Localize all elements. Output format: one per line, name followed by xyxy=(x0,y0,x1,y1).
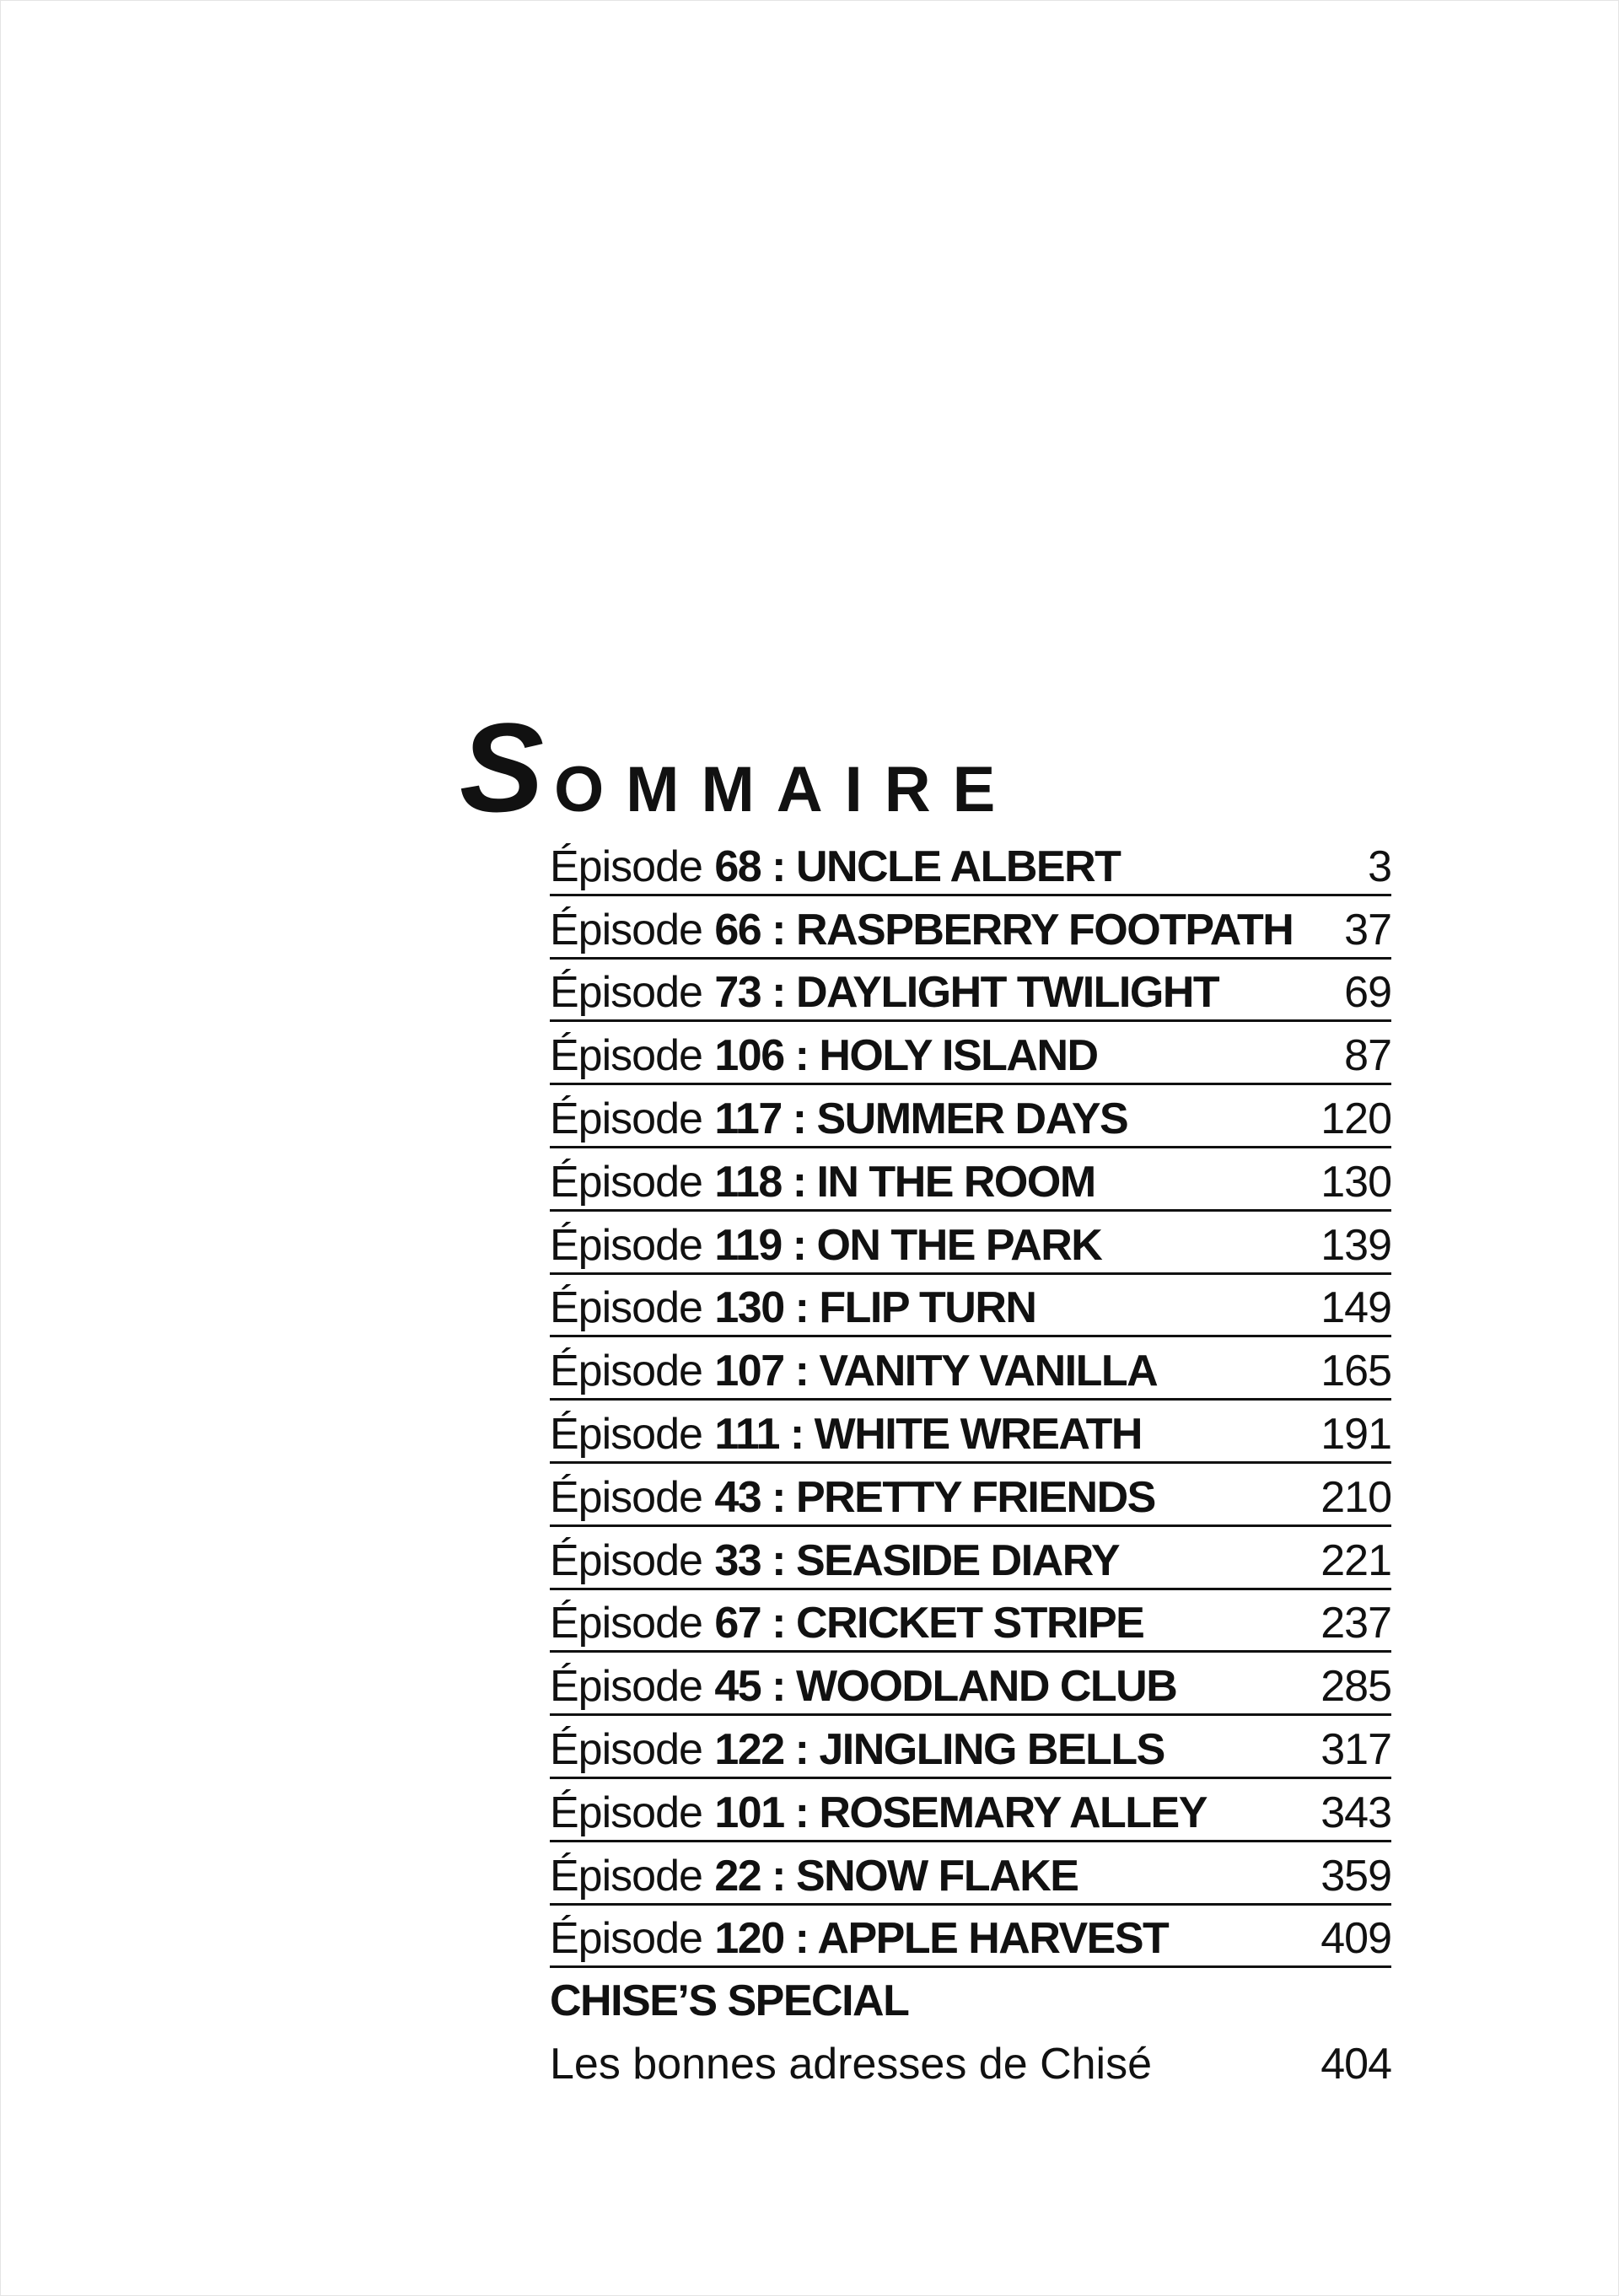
entry-page: 343 xyxy=(1320,1788,1391,1837)
entry-page: 87 xyxy=(1344,1031,1391,1081)
entry-title: Épisode 73 : DAYLIGHT TWILIGHT xyxy=(550,968,1219,1018)
entry-name: CRICKET STRIPE xyxy=(795,1599,1144,1648)
entry-name: IN THE ROOM xyxy=(816,1157,1095,1207)
entry-prefix: Épisode xyxy=(550,1914,702,1964)
entry-name: RASPBERRY FOOTPATH xyxy=(795,905,1294,954)
entry-name: ON THE PARK xyxy=(816,1220,1102,1270)
toc-entry[interactable] xyxy=(550,896,1391,960)
page-title xyxy=(460,696,1018,838)
toc-entry[interactable] xyxy=(550,1653,1391,1716)
entry-title: Épisode 101 : ROSEMARY ALLEY xyxy=(550,1788,1207,1837)
entry-page: 3 xyxy=(1368,842,1391,891)
toc-entry[interactable] xyxy=(550,1842,1391,1906)
entry-name: WHITE WREATH xyxy=(814,1409,1142,1459)
entry-page: 139 xyxy=(1320,1220,1391,1270)
table-of-contents xyxy=(550,833,1391,1968)
toc-entry[interactable] xyxy=(550,1716,1391,1779)
entry-number: 117 xyxy=(714,1094,782,1143)
entry-number: 122 xyxy=(714,1724,784,1774)
entry-prefix: Épisode xyxy=(550,1347,702,1396)
entry-prefix: Épisode xyxy=(550,1599,702,1648)
toc-entry[interactable] xyxy=(550,1275,1391,1338)
entry-page: 409 xyxy=(1320,1914,1391,1964)
entry-title: Épisode 45 : WOODLAND CLUB xyxy=(550,1662,1177,1712)
entry-title: Épisode 117 : SUMMER DAYS xyxy=(550,1094,1128,1143)
entry-number: 130 xyxy=(714,1283,784,1333)
toc-entry[interactable] xyxy=(550,1906,1391,1969)
toc-entry[interactable] xyxy=(550,1148,1391,1212)
entry-number: 33 xyxy=(714,1535,761,1585)
entry-page: 285 xyxy=(1320,1662,1391,1712)
entry-number: 68 xyxy=(714,842,761,891)
entry-name: HOLY ISLAND xyxy=(819,1031,1098,1081)
entry-page: 149 xyxy=(1320,1283,1391,1333)
entry-name: PRETTY FRIENDS xyxy=(795,1472,1155,1522)
entry-name: FLIP TURN xyxy=(819,1283,1036,1333)
entry-number: 118 xyxy=(714,1157,782,1207)
entry-number: 101 xyxy=(714,1788,784,1837)
entry-prefix: Épisode xyxy=(550,1031,702,1081)
entry-title: Épisode 111 : WHITE WREATH xyxy=(550,1409,1142,1459)
entry-prefix: Épisode xyxy=(550,1409,702,1459)
entry-title: Épisode 118 : IN THE ROOM xyxy=(550,1157,1095,1207)
entry-prefix: Épisode xyxy=(550,1851,702,1901)
entry-prefix: Épisode xyxy=(550,1788,702,1837)
entry-title: Épisode 107 : VANITY VANILLA xyxy=(550,1347,1158,1396)
entry-title: Épisode 130 : FLIP TURN xyxy=(550,1283,1036,1333)
entry-number: 45 xyxy=(714,1662,761,1712)
entry-number: 119 xyxy=(714,1220,782,1270)
entry-name: WOODLAND CLUB xyxy=(795,1662,1177,1712)
entry-name: SEASIDE DIARY xyxy=(795,1535,1120,1585)
special-entry-page: 404 xyxy=(1320,2040,1391,2089)
entry-prefix: Épisode xyxy=(550,1472,702,1522)
entry-number: 66 xyxy=(714,905,761,954)
entry-title: Épisode 66 : RASPBERRY FOOTPATH xyxy=(550,905,1294,954)
title-rest: OMMAIRE xyxy=(554,754,1018,825)
entry-name: UNCLE ALBERT xyxy=(795,842,1121,891)
entry-prefix: Épisode xyxy=(550,1724,702,1774)
entry-title: Épisode 33 : SEASIDE DIARY xyxy=(550,1535,1120,1585)
title-initial: S xyxy=(460,696,555,838)
entry-name: APPLE HARVEST xyxy=(817,1914,1169,1964)
entry-title: Épisode 122 : JINGLING BELLS xyxy=(550,1724,1164,1774)
entry-name: ROSEMARY ALLEY xyxy=(819,1788,1207,1837)
entry-title: Épisode 120 : APPLE HARVEST xyxy=(550,1914,1169,1964)
entry-page: 37 xyxy=(1344,905,1391,954)
entry-number: 107 xyxy=(714,1347,784,1396)
toc-entry[interactable] xyxy=(550,1337,1391,1401)
entry-number: 120 xyxy=(714,1914,784,1964)
entry-number: 43 xyxy=(714,1472,761,1522)
entry-name: JINGLING BELLS xyxy=(819,1724,1164,1774)
entry-page: 191 xyxy=(1320,1409,1391,1459)
entry-prefix: Épisode xyxy=(550,905,702,954)
entry-prefix: Épisode xyxy=(550,1220,702,1270)
entry-prefix: Épisode xyxy=(550,1094,702,1143)
entry-title: Épisode 106 : HOLY ISLAND xyxy=(550,1031,1098,1081)
entry-name: DAYLIGHT TWILIGHT xyxy=(795,968,1219,1018)
special-entry[interactable] xyxy=(550,2040,1391,2089)
toc-entry[interactable] xyxy=(550,833,1391,896)
entry-prefix: Épisode xyxy=(550,1283,702,1333)
entry-page: 69 xyxy=(1344,968,1391,1018)
entry-name: SUMMER DAYS xyxy=(816,1094,1128,1143)
entry-title: Épisode 67 : CRICKET STRIPE xyxy=(550,1599,1144,1648)
entry-page: 359 xyxy=(1320,1851,1391,1901)
entry-page: 221 xyxy=(1320,1535,1391,1585)
entry-number: 111 xyxy=(714,1409,779,1459)
entry-prefix: Épisode xyxy=(550,1535,702,1585)
entry-number: 106 xyxy=(714,1031,784,1081)
entry-title: Épisode 119 : ON THE PARK xyxy=(550,1220,1102,1270)
entry-title: Épisode 43 : PRETTY FRIENDS xyxy=(550,1472,1155,1522)
entry-page: 317 xyxy=(1320,1724,1391,1774)
entry-page: 120 xyxy=(1320,1094,1391,1143)
toc-entry[interactable] xyxy=(550,1779,1391,1842)
entry-prefix: Épisode xyxy=(550,968,702,1018)
entry-name: SNOW FLAKE xyxy=(795,1851,1078,1901)
toc-entry[interactable] xyxy=(550,1401,1391,1464)
toc-entry[interactable] xyxy=(550,1022,1391,1085)
entry-title: Épisode 68 : UNCLE ALBERT xyxy=(550,842,1121,891)
toc-entry[interactable] xyxy=(550,1590,1391,1653)
entry-prefix: Épisode xyxy=(550,842,702,891)
entry-number: 67 xyxy=(714,1599,761,1648)
entry-prefix: Épisode xyxy=(550,1157,702,1207)
entry-prefix: Épisode xyxy=(550,1662,702,1712)
entry-page: 210 xyxy=(1320,1472,1391,1522)
special-heading: CHISE’S SPECIAL xyxy=(550,1976,909,2025)
entry-page: 165 xyxy=(1320,1347,1391,1396)
entry-page: 130 xyxy=(1320,1157,1391,1207)
toc-entry[interactable] xyxy=(550,1212,1391,1275)
entry-name: VANITY VANILLA xyxy=(819,1347,1158,1396)
special-entry-title: Les bonnes adresses de Chisé xyxy=(550,2040,1153,2089)
entry-page: 237 xyxy=(1320,1599,1391,1648)
entry-number: 22 xyxy=(714,1851,761,1901)
toc-entry[interactable] xyxy=(550,1527,1391,1590)
toc-entry[interactable] xyxy=(550,1464,1391,1527)
toc-entry[interactable] xyxy=(550,1085,1391,1148)
entry-number: 73 xyxy=(714,968,761,1018)
entry-title: Épisode 22 : SNOW FLAKE xyxy=(550,1851,1078,1901)
toc-entry[interactable] xyxy=(550,960,1391,1023)
